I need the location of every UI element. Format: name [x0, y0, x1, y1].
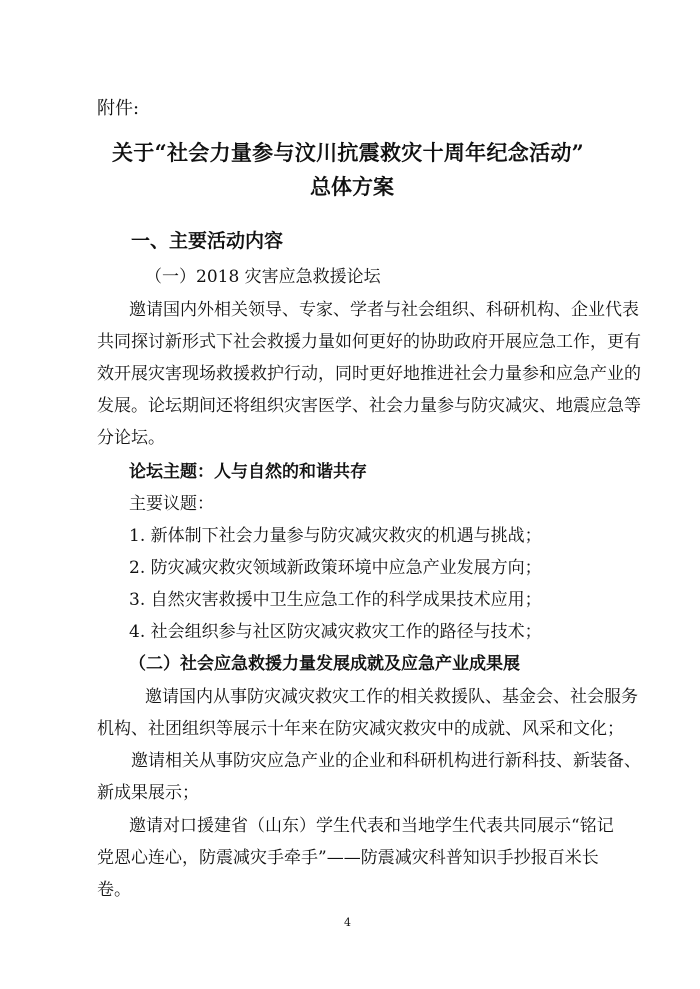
sub1-para-line: 发展。论坛期间还将组织灾害医学、社会力量参与防灾减灾、地震应急等	[97, 396, 641, 416]
title-line-2: 总体方案	[310, 174, 394, 199]
sub1-para-line: 分论坛。	[97, 428, 165, 448]
sub2-para1-line: 机构、社团组织等展示十年来在防灾减灾救灾中的成就、风采和文化；	[97, 719, 624, 739]
main-topics-label: 主要议题：	[129, 494, 214, 514]
section-1-heading: 一、主要活动内容	[131, 230, 284, 252]
page-number: 4	[344, 916, 351, 929]
topic-item: 3. 自然灾害救援中卫生应急工作的科学成果技术应用；	[129, 590, 542, 610]
sub2-para2-line: 邀请相关从事防灾应急产业的企业和科研机构进行新科技、新装备、	[131, 751, 641, 771]
sub2-para3-line: 党恩心连心，防震减灾手牵手”——防震减灾科普知识手抄报百米长	[97, 848, 599, 868]
topic-item: 4. 社会组织参与社区防灾减灾救灾工作的路径与技术；	[129, 622, 542, 642]
sub2-para1-line: 邀请国内从事防灾减灾救灾工作的相关救援队、基金会、社会服务	[145, 687, 638, 707]
subsection-2-heading: （二）社会应急救援力量发展成就及应急产业成果展	[129, 654, 520, 674]
sub1-para-line: 效开展灾害现场救援救护行动，同时更好地推进社会力量参和应急产业的	[97, 364, 641, 384]
sub2-para3-line: 卷。	[97, 880, 131, 900]
title-line-1: 关于“社会力量参与汶川抗震救灾十周年纪念活动”	[112, 140, 585, 165]
topic-item: 2. 防灾减灾救灾领域新政策环境中应急产业发展方向；	[129, 558, 542, 578]
sub1-para-line: 邀请国内外相关领导、专家、学者与社会组织、科研机构、企业代表	[129, 300, 639, 320]
subsection-1-heading: （一）2018 灾害应急救援论坛	[145, 267, 381, 287]
forum-theme: 论坛主题：人与自然的和谐共存	[129, 462, 367, 482]
attachment-label: 附件:	[97, 98, 140, 119]
sub2-para3-line: 邀请对口援建省（山东）学生代表和当地学生代表共同展示“铭记	[129, 816, 614, 836]
sub2-para2-line: 新成果展示；	[97, 783, 199, 803]
topic-item: 1. 新体制下社会力量参与防灾减灾救灾的机遇与挑战；	[129, 526, 542, 546]
sub1-para-line: 共同探讨新形式下社会救援力量如何更好的协助政府开展应急工作，更有	[97, 332, 641, 352]
